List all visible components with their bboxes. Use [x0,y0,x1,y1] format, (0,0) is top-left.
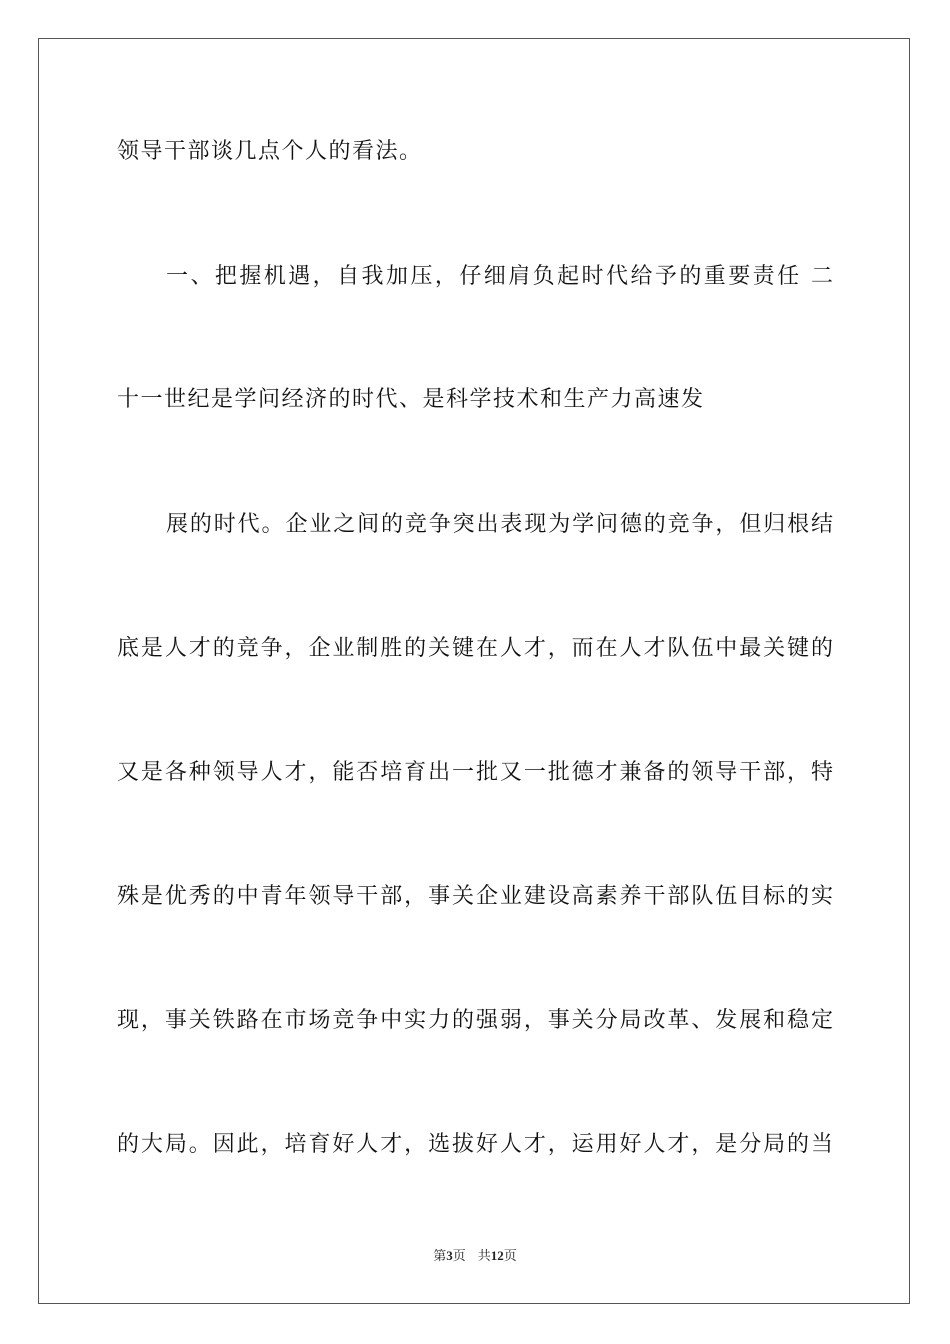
text-line-8: 现，事关铁路在市场竞争中实力的强弱，事关分局改革、发展和稳定 [117,1008,833,1033]
text-line-6: 又是各种领导人才，能否培育出一批又一批德才兼备的领导干部，特 [117,760,833,785]
footer-total-pages: 12 [490,1248,504,1263]
text-line-7: 殊是优秀的中青年领导干部，事关企业建设高素养干部队伍目标的实 [117,884,833,909]
footer-page-suffix: 页 [452,1249,466,1264]
text-line-1: 领导干部谈几点个人的看法。 [117,139,423,164]
footer-page-prefix: 第 [433,1249,447,1264]
footer-page-number: 3 [446,1248,453,1263]
footer-total-suffix: 页 [503,1249,517,1264]
page-border [38,38,910,1304]
page-footer [0,1247,950,1266]
text-line-2: 一、把握机遇，自我加压，仔细肩负起时代给予的重要责任 二 [166,264,833,289]
footer-total-prefix: 共 [477,1249,491,1264]
text-line-4: 展的时代。企业之间的竞争突出表现为学问德的竞争，但归根结 [166,512,833,537]
text-line-3: 十一世纪是学问经济的时代、是科学技术和生产力高速发 [117,387,705,412]
text-line-5: 底是人才的竞争，企业制胜的关键在人才，而在人才队伍中最关键的 [117,636,833,661]
text-line-9: 的大局。因此，培育好人才，选拔好人才，运用好人才，是分局的当 [117,1132,833,1157]
